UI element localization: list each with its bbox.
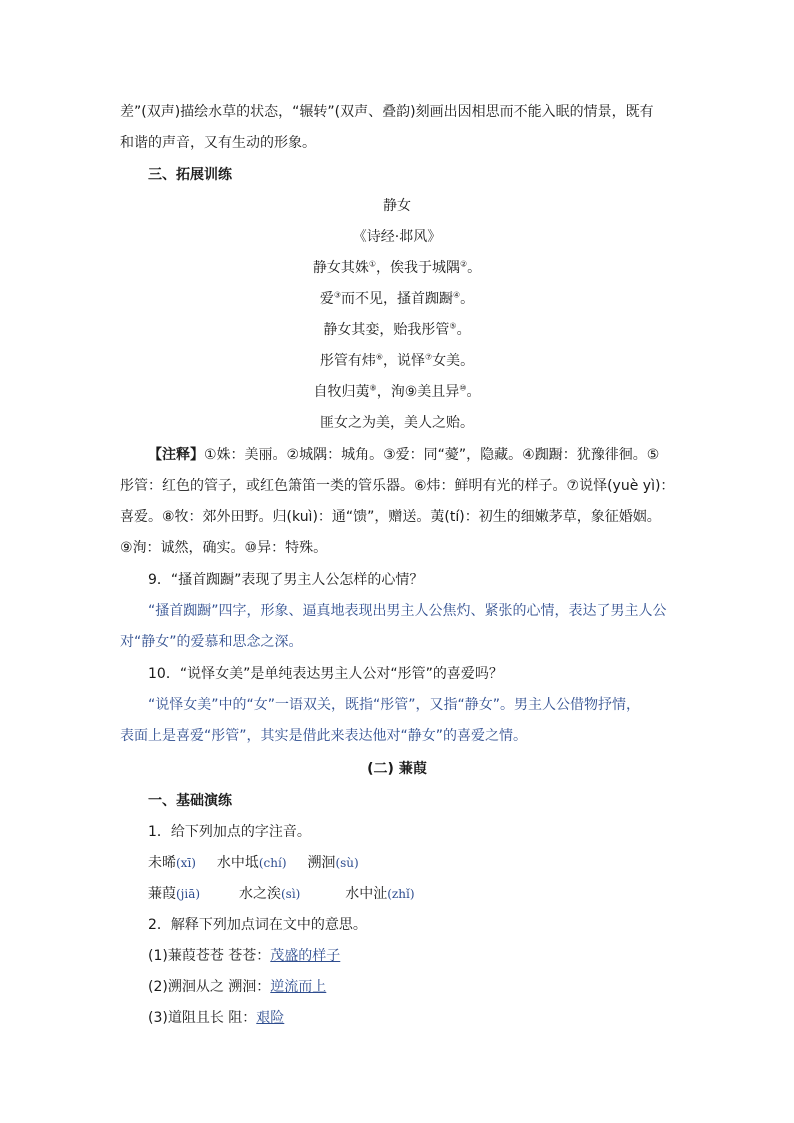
poem-note-marker: ⑩ — [459, 383, 467, 393]
poem-line-text: 爱 — [319, 291, 334, 307]
exercise-2-prompt: 2．解释下列加点词在文中的意思。 — [148, 917, 367, 933]
notes-line-3: 喜爱。⑧牧：郊外田野。归(kuì)：通“馈”，赠送。荑(tí)：初生的细嫩茅草，象征婚姻。 — [120, 509, 661, 525]
notes-label: 【注释】 — [148, 447, 204, 463]
notes-line-4: ⑨洵：诚然，确实。⑩异：特殊。 — [120, 540, 328, 556]
poem-note-marker: ② — [460, 259, 468, 269]
question-9: 9．“搔首踟蹰”表现了男主人公怎样的心情？ — [148, 572, 424, 588]
exercise-2-item-answer: 艰险 — [256, 1010, 285, 1026]
part-title-jianjia: (二) 蒹葭 — [367, 761, 427, 777]
poem-line-text: 自牧归荑 — [313, 384, 370, 400]
poem-line-text: 。 — [460, 291, 475, 307]
poem-line-text: 而不见，搔首踟蹰 — [341, 291, 453, 307]
pinyin-word: 水中沚 — [345, 886, 388, 902]
pinyin-word: 蒹葭 — [148, 886, 176, 902]
poem-line — [0, 414, 794, 432]
answer-10-line-2: 表面上是喜爱“彤管”，其实是借此来表达他对“静女”的喜爱之情。 — [120, 728, 528, 744]
exercise-2-item — [148, 1009, 284, 1027]
poem-line-text: 静女其娈，贻我彤管 — [323, 322, 450, 338]
exercise-2-item — [148, 978, 326, 996]
notes-line-2: 彤管：红色的管子，或红色箫笛一类的管乐器。⑥炜：鲜明有光的样子。⑦说怿(yuè yì)： — [120, 478, 675, 494]
section-heading-basics: 一、基础演练 — [148, 793, 232, 809]
pinyin-answer: (chí) — [258, 856, 287, 870]
section-heading-extension: 三、拓展训练 — [148, 167, 232, 183]
poem-line — [0, 352, 794, 370]
poem-title: 静女 — [383, 198, 411, 214]
notes-text: ①姝：美丽。②城隅：城角。③爱：同“薆”，隐藏。④踟蹰：犹豫徘徊。⑤ — [204, 447, 660, 463]
exercise-2-item-label: (3)道阻且长 阻： — [148, 1010, 257, 1026]
poem-note-marker: ⑥ — [375, 352, 383, 362]
pinyin-answer: (xī) — [176, 856, 196, 870]
exercise-2-item — [148, 947, 340, 965]
poem-source: 《诗经·邶风》 — [352, 229, 442, 245]
poem-line-text: ，俟我于城隅 — [376, 260, 460, 276]
pinyin-answer: (zhǐ) — [387, 887, 415, 901]
answer-10-line-1: “说怿女美”中的“女”一语双关，既指“彤管”，又指“静女”。男主人公借物抒情， — [148, 697, 641, 713]
pinyin-answer: (jiā) — [176, 887, 201, 901]
poem-note-marker: ⑧ — [369, 383, 377, 393]
poem-note-marker: ③ — [333, 290, 341, 300]
pinyin-row-1 — [148, 854, 359, 872]
answer-9-line-2: 对“静女”的爱慕和思念之深。 — [120, 634, 303, 650]
pinyin-row-2 — [148, 885, 415, 903]
poem-note-marker: ⑤ — [449, 321, 457, 331]
poem-note-marker: ④ — [453, 290, 461, 300]
pinyin-answer: (sù) — [335, 856, 359, 870]
poem-line — [0, 259, 794, 277]
intro-line-1: 差”(双声)描绘水草的状态，“辗转”(双声、叠韵)刻画出因相思而不能入眠的情景，既有 — [120, 104, 654, 120]
poem-note-marker: ⑦ — [425, 352, 433, 362]
exercise-2-item-label: (1)蒹葭苍苍 苍苍： — [148, 948, 271, 964]
answer-9-line-1: “搔首踟蹰”四字，形象、逼真地表现出男主人公焦灼、紧张的心情，表达了男主人公 — [148, 603, 667, 619]
poem-line-text: 匪女之为美，美人之贻。 — [320, 415, 474, 431]
pinyin-word: 溯洄 — [307, 855, 336, 871]
poem-line — [0, 321, 794, 339]
poem-line-text: ，说怿 — [383, 353, 425, 369]
poem-line-text: 女美。 — [432, 353, 475, 369]
poem-line-text: 。 — [456, 322, 471, 338]
poem-line-text: 彤管有炜 — [319, 353, 376, 369]
poem-line-text: ，洵⑨美且异 — [376, 384, 460, 400]
notes-line-1 — [148, 446, 659, 464]
poem-line-text: 静女其姝 — [312, 260, 369, 276]
intro-line-2: 和谐的声音，又有生动的形象。 — [120, 135, 316, 151]
poem-line — [0, 383, 794, 401]
poem-note-marker: ① — [368, 259, 376, 269]
pinyin-word: 水之涘 — [238, 886, 281, 902]
exercise-2-item-answer: 逆流而上 — [270, 979, 327, 995]
pinyin-word: 未晞 — [148, 855, 176, 871]
pinyin-word: 水中坻 — [216, 855, 259, 871]
pinyin-answer: (sì) — [280, 887, 301, 901]
exercise-2-item-answer: 茂盛的样子 — [270, 948, 341, 964]
exercise-1-prompt: 1．给下列加点的字注音。 — [148, 824, 311, 840]
poem-line-text: 。 — [467, 260, 482, 276]
question-10: 10．“说怿女美”是单纯表达男主人公对“彤管”的喜爱吗？ — [148, 666, 503, 682]
poem-line — [0, 290, 794, 308]
poem-line-text: 。 — [466, 384, 481, 400]
exercise-2-item-label: (2)溯洄从之 溯洄： — [148, 979, 271, 995]
